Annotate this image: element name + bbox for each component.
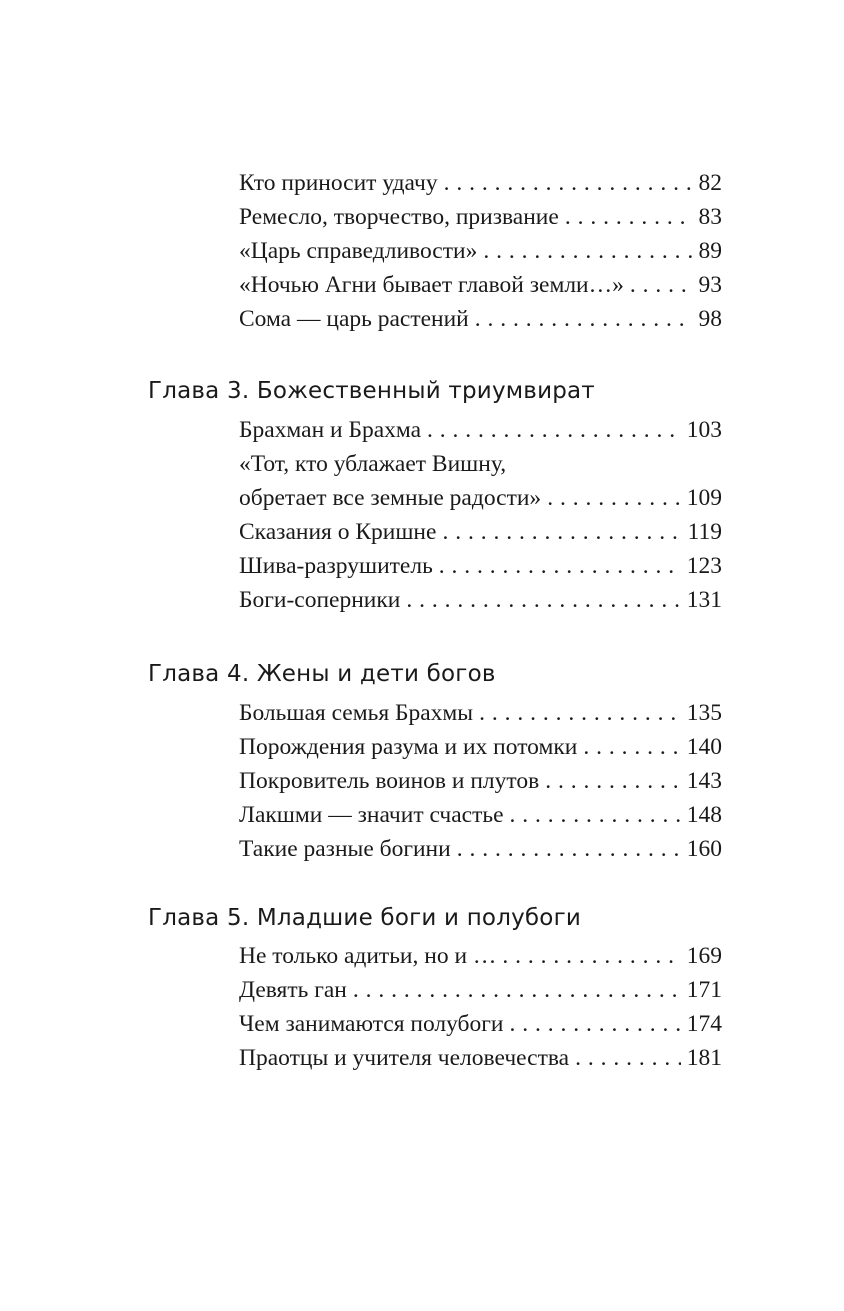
toc-entry-title: Ремесло, творчество, призвание [239, 204, 559, 230]
dot-leader [583, 730, 680, 764]
toc-entry-page: 135 [686, 700, 722, 726]
dot-leader [509, 1007, 680, 1041]
toc-entry-title: Не только адитьи, но и … [239, 943, 497, 969]
toc-entry-page: 83 [698, 204, 722, 230]
toc-entry [239, 583, 722, 617]
dot-leader [442, 515, 681, 549]
toc-entry-page: 123 [686, 553, 722, 579]
toc-entry-title: Покровитель воинов и плутов [239, 768, 540, 794]
toc-entry-title: Порождения разума и их потомки [239, 734, 578, 760]
toc-entry [239, 696, 722, 730]
toc-entry-title: «Царь справедливости» [239, 238, 478, 264]
dot-leader [545, 764, 681, 798]
toc-entry-title: «Тот, кто ублажает Вишну, [239, 451, 507, 477]
toc-entry [239, 1041, 722, 1075]
toc-entry-page: 93 [698, 272, 722, 298]
toc-entry-title: Кто приносит удачу [239, 170, 438, 196]
toc-entry [239, 447, 722, 481]
chapter-heading: Глава 3. Божественный триумвират [148, 378, 595, 404]
toc-entry-title: Большая семья Брахмы [239, 700, 474, 726]
dot-leader [630, 268, 693, 302]
toc-entry-page: 171 [686, 977, 722, 1003]
toc-entry-title: обретает все земные радости» [239, 485, 542, 511]
toc-entry-title: Чем занимаются полубоги [239, 1011, 504, 1037]
toc-entry [239, 798, 722, 832]
dot-leader [502, 939, 680, 973]
toc-entry-title: Боги-соперники [239, 587, 401, 613]
dot-leader [427, 413, 681, 447]
dot-leader [457, 832, 681, 866]
toc-entry [239, 200, 722, 234]
dot-leader [547, 481, 681, 515]
toc-entry-page: 174 [686, 1011, 722, 1037]
dot-leader [565, 200, 693, 234]
toc-entry [239, 549, 722, 583]
toc-entry-title: Праотцы и учителя человечества [239, 1045, 570, 1071]
toc-entry-title: Сома — царь растений [239, 306, 469, 332]
dot-leader [353, 973, 681, 1007]
chapter-heading: Глава 5. Младшие боги и полубоги [148, 905, 582, 931]
dot-leader [406, 583, 680, 617]
toc-entry-page: 131 [686, 587, 722, 613]
toc-entry-page: 109 [686, 485, 722, 511]
toc-entry-page: 181 [686, 1045, 722, 1071]
toc-entry-page: 169 [686, 943, 722, 969]
dot-leader [483, 234, 692, 268]
toc-entry-page: 119 [687, 519, 722, 545]
toc-entry-page: 89 [698, 238, 722, 264]
toc-entry [239, 1007, 722, 1041]
toc-entry-page: 160 [686, 836, 722, 862]
toc-entry-title: Девять ган [239, 977, 347, 1003]
toc-entry [239, 234, 722, 268]
toc-entry [239, 268, 722, 302]
dot-leader [475, 302, 693, 336]
toc-entry [239, 764, 722, 798]
toc-entry-page: 103 [686, 417, 722, 443]
toc-entry-page: 82 [698, 170, 722, 196]
toc-entry [239, 515, 722, 549]
toc-entry-page: 140 [686, 734, 722, 760]
toc-entry [239, 973, 722, 1007]
toc-entry [239, 730, 722, 764]
toc-entry [239, 413, 722, 447]
toc-entry-page: 148 [686, 802, 722, 828]
toc-entry [239, 832, 722, 866]
toc-entry-title: «Ночью Агни бывает главой земли…» [239, 272, 624, 298]
toc-entry-page: 143 [686, 768, 722, 794]
dot-leader [575, 1041, 681, 1075]
toc-entry-page: 98 [698, 306, 722, 332]
toc-entry [239, 481, 722, 515]
toc-entry-title: Лакшми — значит счастье [239, 802, 504, 828]
toc-entry-title: Шива-разрушитель [239, 553, 433, 579]
toc-entry [239, 302, 722, 336]
dot-leader [444, 166, 693, 200]
toc-entry [239, 166, 722, 200]
toc-entry [239, 939, 722, 973]
dot-leader [510, 798, 681, 832]
dot-leader [479, 696, 681, 730]
toc-entry-title: Такие разные богини [239, 836, 451, 862]
toc-entry-title: Брахман и Брахма [239, 417, 422, 443]
chapter-heading: Глава 4. Жены и дети богов [148, 661, 496, 687]
toc-entry-title: Сказания о Кришне [239, 519, 437, 545]
dot-leader [439, 549, 681, 583]
